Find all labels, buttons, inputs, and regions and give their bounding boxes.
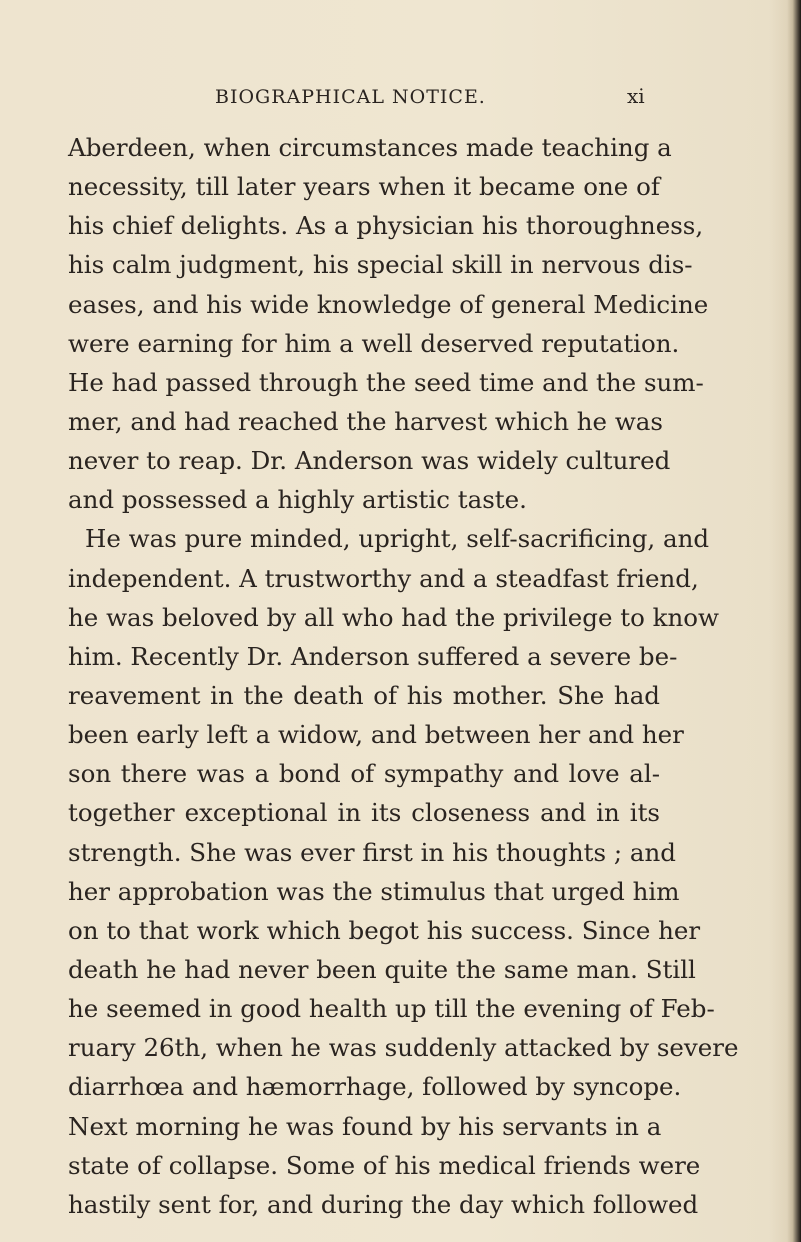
paragraph-start-line: He was pure minded, upright, self-sacrificing, and (85, 524, 710, 554)
text-line: independent. A trustworthy and a steadfast friend, (68, 563, 699, 593)
text-line: him. Recently Dr. Anderson suffered a severe be- (68, 641, 678, 671)
text-line: necessity, till later years when it became one of (68, 172, 660, 202)
text-line: diarrhœa and hæmorrhage, followed by syncope. (68, 1072, 682, 1102)
page-number: xi (627, 84, 645, 108)
text-line: ruary 26th, when he was suddenly attacked by severe (68, 1033, 739, 1063)
page-header (0, 86, 801, 116)
text-line: together exceptional in its closeness and in its (68, 798, 660, 828)
text-line: He had passed through the seed time and the sum- (68, 367, 704, 397)
text-line: strength. She was ever first in his thoughts ; and (68, 837, 676, 867)
text-line: son there was a bond of sympathy and love al- (68, 759, 660, 789)
text-line: his chief delights. As a physician his thoroughness, (68, 211, 704, 241)
paragraph-end-line: and possessed a highly artistic taste. (68, 485, 527, 515)
text-line: were earning for him a well deserved reputation. (68, 328, 680, 358)
text-line: his calm judgment, his special skill in nervous dis- (68, 250, 693, 280)
text-line: eases, and his wide knowledge of general Medicine (68, 289, 709, 319)
text-line: he seemed in good health up till the evening of Feb- (68, 994, 715, 1024)
text-line: been early left a widow, and between her and her (68, 720, 684, 750)
page-edge-shadow (787, 0, 801, 1242)
text-line: reavement in the death of his mother. She had (68, 680, 660, 710)
text-line: state of collapse. Some of his medical friends were (68, 1150, 701, 1180)
body-text (68, 128, 739, 1224)
text-line: never to reap. Dr. Anderson was widely cultured (68, 446, 671, 476)
text-line: Next morning he was found by his servants in a (68, 1111, 662, 1141)
text-line: mer, and had reached the harvest which he was (68, 406, 663, 436)
text-line: her approbation was the stimulus that urged him (68, 876, 680, 906)
text-line: on to that work which begot his success. Since her (68, 915, 701, 945)
text-line: death he had never been quite the same man. Still (68, 954, 696, 984)
running-head: BIOGRAPHICAL NOTICE. (215, 86, 486, 108)
text-line: Aberdeen, when circumstances made teaching a (68, 133, 672, 162)
text-line: he was beloved by all who had the privilege to know (68, 602, 719, 632)
text-line: hastily sent for, and during the day which followed (68, 1189, 699, 1219)
